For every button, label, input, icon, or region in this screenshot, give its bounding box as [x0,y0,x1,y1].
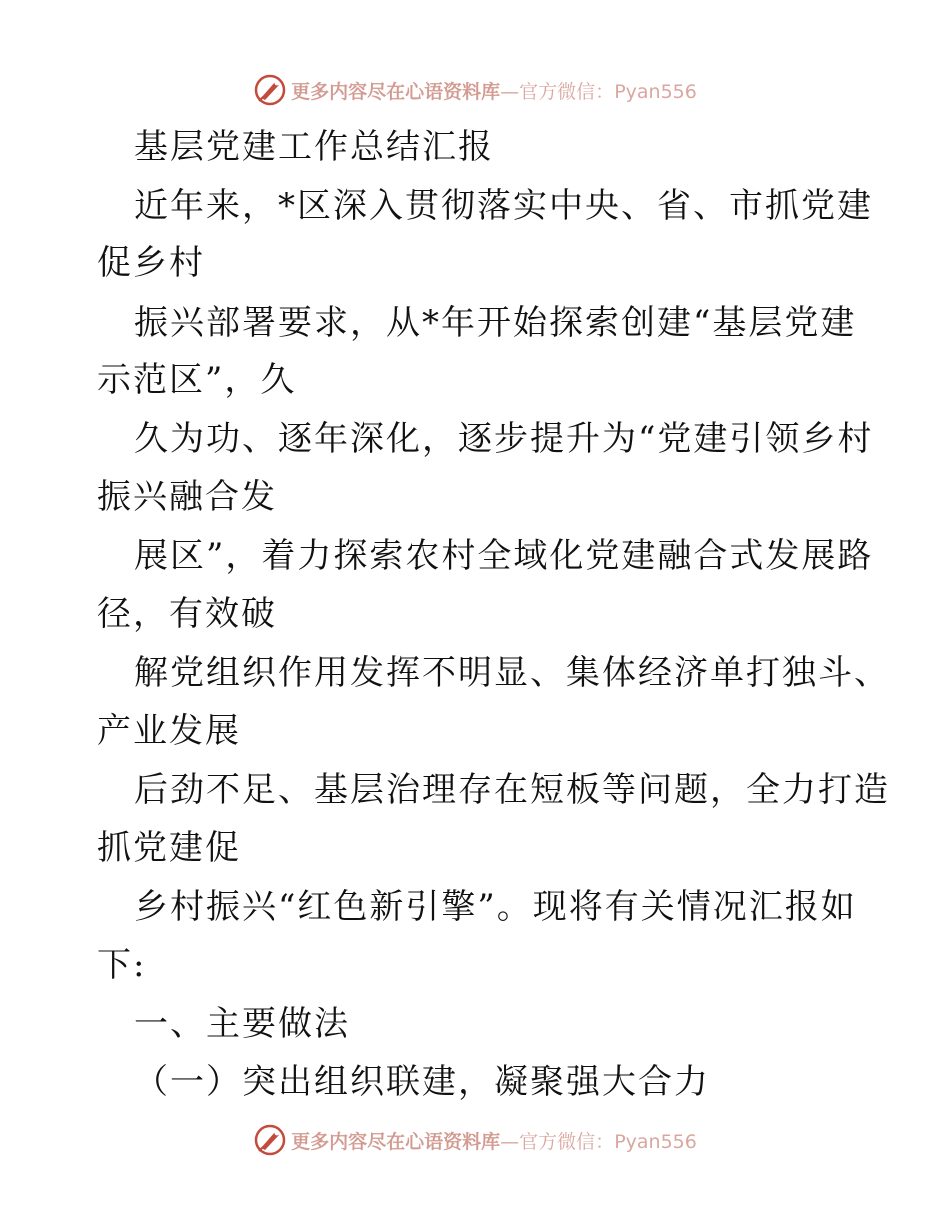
doc-line: 近年来，*区深入贯彻落实中央、省、市抓党建 [134,186,873,226]
subsection-heading: （一）突出组织联建，凝聚强大合力 [134,1062,710,1102]
doc-line: 示范区”，久 [97,360,297,400]
doc-line: 展区”，着力探索农村全域化党建融合式发展路 [134,536,874,576]
doc-line: 振兴部署要求，从*年开始探索创建“基层党建 [134,303,857,343]
section-heading: 一、主要做法 [134,1004,350,1044]
quill-logo-icon [253,1123,287,1157]
doc-line: 下: [97,945,147,985]
watermark-dash: — [500,80,520,103]
doc-line: 乡村振兴“红色新引擎”。现将有关情况汇报如 [134,887,857,927]
watermark-brand: 更多内容尽在心语资料库 [291,80,501,103]
doc-line: 抓党建促 [97,828,241,868]
doc-line: 久为功、逐年深化，逐步提升为“党建引领乡村 [134,419,874,459]
doc-line: 解党组织作用发挥不明显、集体经济单打独斗、 [134,653,890,693]
watermark-wechat-id: Pyan556 [614,80,697,103]
doc-line: 后劲不足、基层治理存在短板等问题，全力打造 [134,770,890,810]
doc-line: 促乡村 [97,243,205,283]
footer-watermark [0,1120,950,1160]
doc-line: 径，有效破 [97,594,277,634]
watermark-official: 官方微信： [519,80,615,103]
watermark-wechat-id: Pyan556 [614,1130,697,1153]
doc-line: 振兴融合发 [97,477,277,517]
watermark-dash: — [500,1130,520,1153]
doc-line: 产业发展 [97,711,241,751]
watermark-text [291,1127,697,1154]
watermark-brand: 更多内容尽在心语资料库 [291,1130,501,1153]
doc-title: 基层党建工作总结汇报 [134,127,494,167]
watermark-official: 官方微信： [519,1130,615,1153]
